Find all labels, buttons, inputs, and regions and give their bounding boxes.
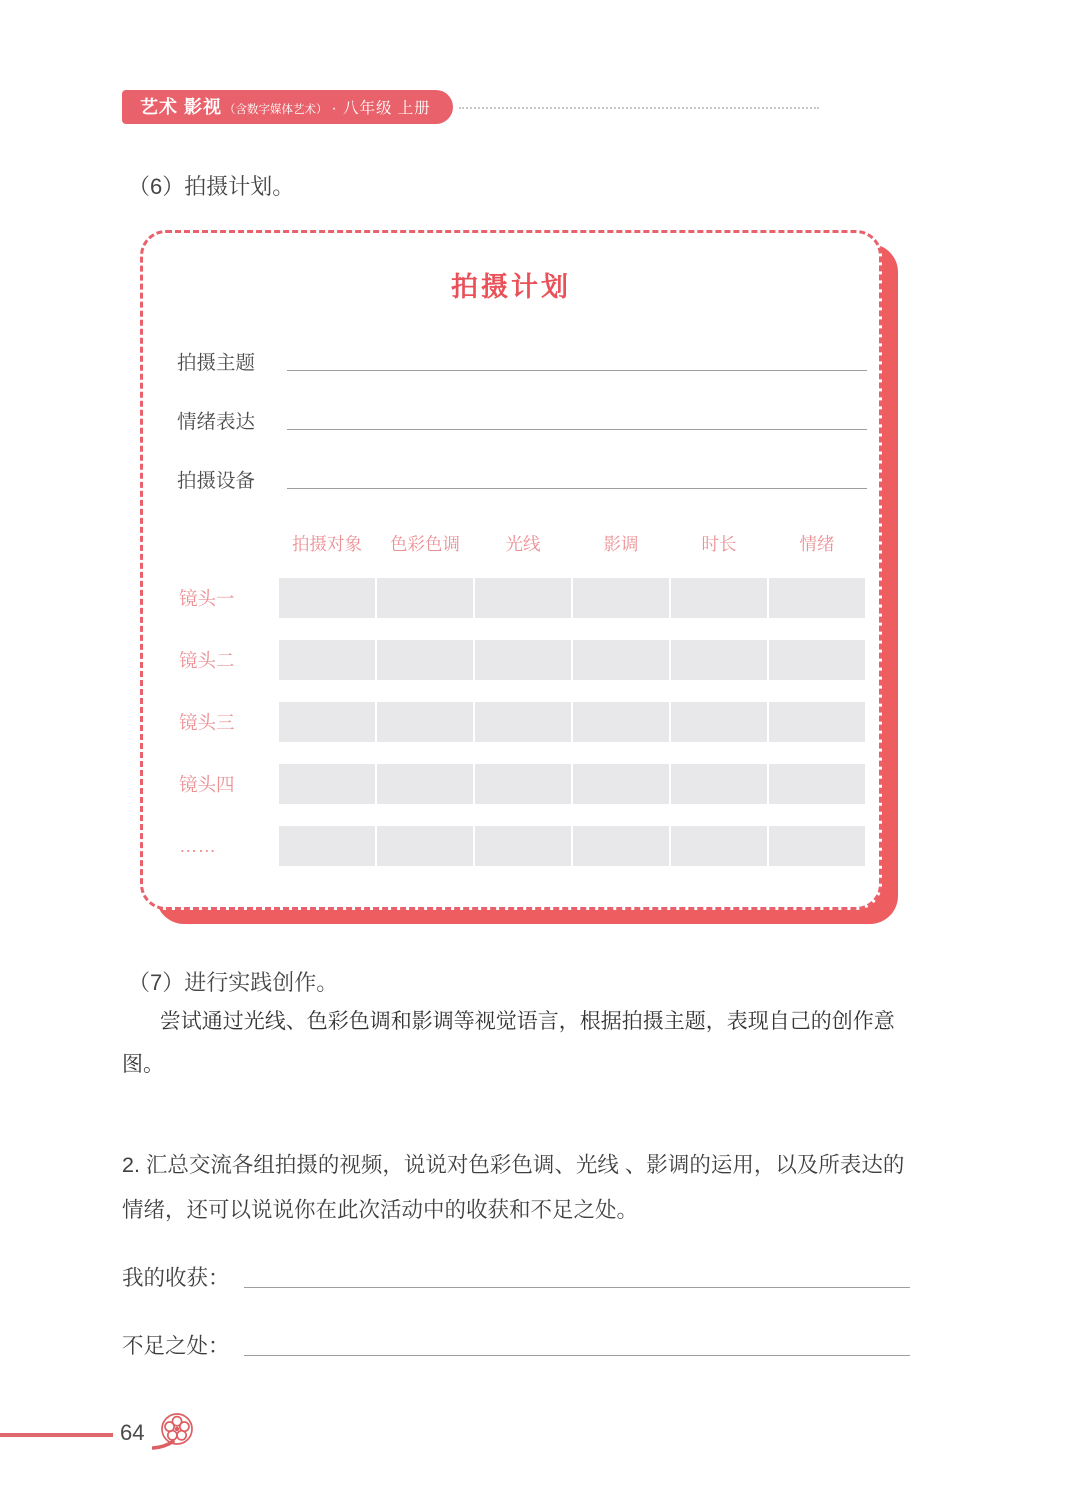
field-equipment-blank-line (287, 488, 867, 489)
table-cell (475, 764, 571, 804)
table-cell (573, 702, 669, 742)
footer-red-bar (0, 1433, 113, 1437)
table-cell (279, 640, 375, 680)
row-label: 镜头一 (179, 588, 235, 609)
page-number: 64 (120, 1420, 145, 1445)
table-cell (769, 826, 865, 866)
row-label: 镜头四 (179, 774, 235, 795)
plan-card (140, 230, 882, 910)
table-cell (475, 702, 571, 742)
field-equipment (177, 466, 867, 493)
section-7-heading: （7）进行实践创作。 (128, 970, 339, 995)
table-cell (279, 826, 375, 866)
field-emotion (177, 407, 867, 434)
badge-subtitle: （含数字媒体艺术） (224, 104, 328, 116)
plan-table (177, 531, 865, 866)
row-label: 镜头三 (179, 712, 235, 733)
film-reel-icon (152, 1410, 198, 1456)
table-cell (377, 826, 473, 866)
badge-series-title: 艺术 影视 (140, 97, 223, 117)
page-footer (0, 1408, 1082, 1460)
badge-grade-volume: · 八年级 上册 (331, 100, 431, 117)
gain-row (122, 1262, 910, 1292)
table-cell (475, 578, 571, 618)
table-cell (377, 640, 473, 680)
field-emotion-blank-line (287, 429, 867, 430)
table-cell (573, 640, 669, 680)
table-cell (671, 826, 767, 866)
field-theme-blank-line (287, 370, 867, 371)
table-cell (573, 578, 669, 618)
plan-card-title: 拍摄计划 (451, 272, 571, 302)
table-cell (279, 578, 375, 618)
shortcoming-label: 不足之处： (122, 1334, 230, 1358)
header-dotted-line (459, 107, 819, 109)
column-header: 影调 (603, 534, 639, 554)
table-cell (377, 702, 473, 742)
shortcoming-row (122, 1330, 910, 1360)
table-cell (377, 764, 473, 804)
header-badge (122, 90, 453, 124)
table-cell (279, 702, 375, 742)
gain-blank-line (244, 1287, 910, 1288)
page-header (0, 90, 1082, 124)
section-7-paragraph: 尝试通过光线、色彩色调和影调等视觉语言，根据拍摄主题，表现自己的创作意图。 (122, 1009, 895, 1076)
section-6-heading: （6）拍摄计划。 (128, 174, 295, 199)
table-cell (475, 640, 571, 680)
table-cell (573, 826, 669, 866)
column-header: 色彩色调 (390, 534, 460, 554)
table-cell (671, 640, 767, 680)
table-cell (671, 764, 767, 804)
table-cell (671, 578, 767, 618)
task-2-paragraph: 2. 汇总交流各组拍摄的视频，说说对色彩色调、光线 、影调的运用，以及所表达的情绪，还可以说说你在此次活动中的收获和不足之处。 (122, 1153, 905, 1222)
column-header: 时长 (701, 534, 737, 554)
table-cell (671, 702, 767, 742)
table-cell (769, 764, 865, 804)
table-cell (475, 826, 571, 866)
table-cell (769, 640, 865, 680)
field-emotion-label: 情绪表达 (177, 411, 256, 433)
column-header: 拍摄对象 (292, 534, 362, 554)
row-label: 镜头二 (179, 650, 235, 671)
shortcoming-blank-line (244, 1355, 910, 1356)
field-theme-label: 拍摄主题 (177, 352, 256, 374)
field-equipment-label: 拍摄设备 (177, 470, 256, 492)
row-label: …… (179, 835, 216, 856)
column-header: 情绪 (799, 534, 835, 554)
table-cell (769, 578, 865, 618)
gain-label: 我的收获： (122, 1266, 230, 1290)
field-theme (177, 348, 867, 375)
column-header: 光线 (505, 534, 541, 554)
table-cell (769, 702, 865, 742)
table-cell (377, 578, 473, 618)
plan-fields (143, 348, 879, 493)
table-cell (573, 764, 669, 804)
table-cell (279, 764, 375, 804)
plan-card-wrap (140, 230, 882, 910)
